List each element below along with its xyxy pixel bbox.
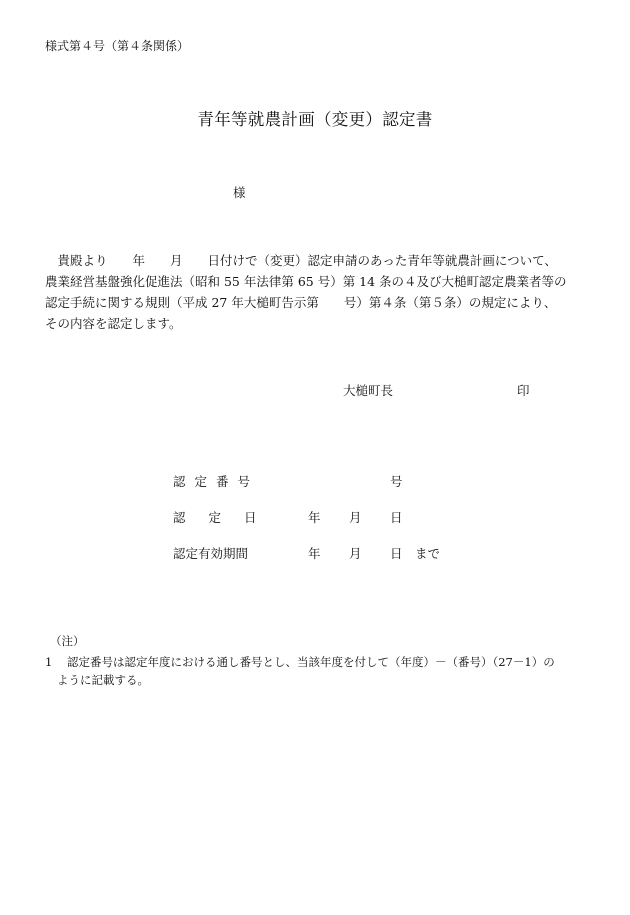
cert-date-label: 認定日: [173, 510, 280, 525]
body-line: 貴殿より 年 月 日付けで（変更）認定申請のあった青年等就農計画について、: [45, 253, 557, 268]
note-line-continued: ように記載する。: [57, 673, 149, 687]
cert-number-label: 認定番号: [173, 474, 260, 489]
document-title: 青年等就農計画（変更）認定書: [197, 110, 433, 129]
note-heading: （注）: [50, 634, 85, 648]
note-line: [45, 653, 600, 671]
seal-mark: 印: [517, 383, 530, 398]
note-number: 1: [45, 655, 53, 669]
valid-period-until: まで: [415, 546, 441, 561]
cert-date-year: 年: [308, 510, 321, 525]
valid-period-year: 年: [308, 546, 321, 561]
valid-period-month: 月: [349, 546, 362, 561]
form-number: 様式第４号（第４条関係）: [45, 39, 190, 53]
valid-period-day: 日: [390, 546, 403, 561]
body-line: その内容を認定します。: [45, 316, 182, 331]
valid-period-label: 認定有効期間: [173, 546, 249, 561]
cert-date-day: 日: [390, 510, 403, 525]
note-text: 認定番号は認定年度における通し番号とし、当該年度を付して（年度）－（番号）（27－1）の: [67, 655, 555, 669]
cert-number-unit: 号: [390, 474, 403, 489]
body-line: 認定手続に関する規則（平成 27 年大槌町告示第 号）第４条（第５条）の規定により、: [45, 295, 557, 310]
addressee-honorific: 様: [233, 185, 246, 200]
body-text: [45, 250, 593, 334]
issuer-title: 大槌町長: [343, 383, 394, 398]
note-item: [45, 653, 600, 689]
body-line: 農業経営基盤強化促進法（昭和 55 年法律第 65 号）第 14 条の４及び大槌町認定農業者等の: [45, 274, 567, 289]
cert-date-month: 月: [349, 510, 362, 525]
